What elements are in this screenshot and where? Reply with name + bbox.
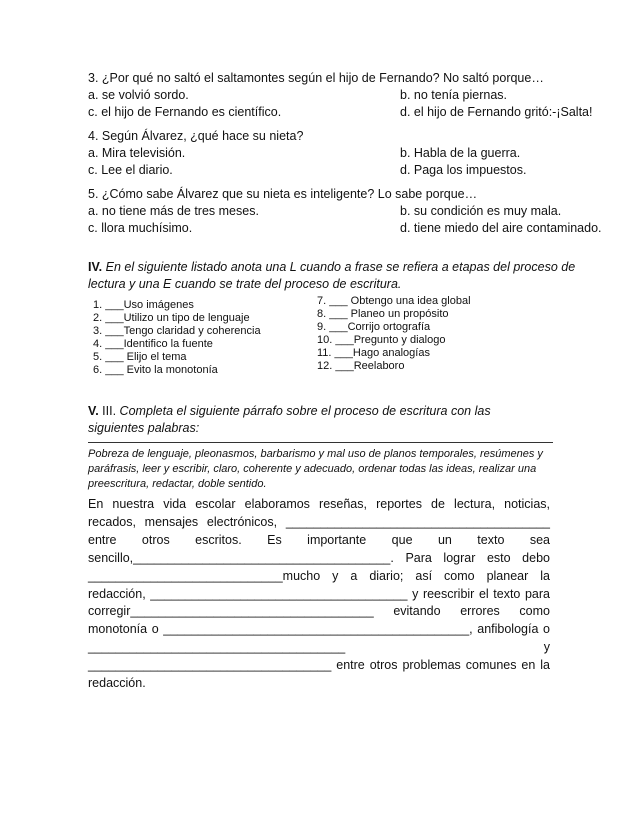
question-4 <box>88 128 527 179</box>
question-5 <box>88 186 602 237</box>
section-5-prefix: III. <box>102 404 117 418</box>
question-5-row-2 <box>88 220 602 237</box>
q4-option-a: a. Mira televisión. <box>88 146 186 160</box>
question-3-row-2 <box>88 104 593 121</box>
fill-in-paragraph: En nuestra vida escolar elaboramos reseñas, reportes de lectura, noticias, recados, mensajes electrónicos, ______________________________________ entre otros escritos. Es importante que un texto sea sencillo,_____________________________________. Para lograr esto debo ____________________________mucho y a diario; así como planear la redacción, _____________________________________ y reescribir el texto para corregir___________________________________ evitando errores como monotonía o ____________________________________________, anfibología o _____________________________________ y ___________________________________ entre otros problemas comunes en la redacción. <box>88 497 550 691</box>
list-item: 8. ___ Planeo un propósito <box>317 308 449 320</box>
list-item: 7. ___ Obtengo una idea global <box>317 295 471 307</box>
q5-option-c: c. llora muchísimo. <box>88 221 193 235</box>
question-3-text: 3. ¿Por qué no saltó el saltamontes según el hijo de Fernando? No saltó porque… <box>88 71 544 85</box>
list-item: 5. ___ Elijo el tema <box>93 351 187 363</box>
list-item: 1. ___Uso imágenes <box>93 299 194 311</box>
section-5-number: V. <box>88 404 99 418</box>
list-item: 10. ___Pregunto y dialogo <box>317 334 446 346</box>
q5-option-b: b. su condición es muy mala. <box>400 204 562 218</box>
list-item: 3. ___Tengo claridad y coherencia <box>93 325 261 337</box>
question-4-row-1 <box>88 145 521 162</box>
section-4-right-list <box>317 295 471 373</box>
list-item: 2. ___Utilizo un tipo de lenguaje <box>93 312 250 324</box>
q5-option-a: a. no tiene más de tres meses. <box>88 204 259 218</box>
word-bank: Pobreza de lenguaje, pleonasmos, barbarismo y mal uso de planos temporales, resúmenes y paráfrasis, leer y escribir, claro, coherente y adecuado, ordenar todas las ideas, realizar una preescritura, redactar, doble sentido. <box>88 442 553 492</box>
list-item: 12. ___Reelaboro <box>317 360 405 372</box>
q3-option-c: c. el hijo de Fernando es científico. <box>88 105 282 119</box>
section-4-left-list <box>93 299 261 377</box>
section-4-number: IV. <box>88 260 103 274</box>
q4-option-d: d. Paga los impuestos. <box>400 163 527 177</box>
q3-option-b: b. no tenía piernas. <box>400 88 508 102</box>
list-item: 11. ___Hago analogías <box>317 347 430 359</box>
question-3-row-1 <box>88 87 544 104</box>
q4-option-b: b. Habla de la guerra. <box>400 146 521 160</box>
q4-option-c: c. Lee el diario. <box>88 163 173 177</box>
section-5-instruction <box>88 403 528 437</box>
section-4-instruction <box>88 259 580 293</box>
list-item: 6. ___ Evito la monotonía <box>93 364 218 376</box>
question-4-text: 4. Según Álvarez, ¿qué hace su nieta? <box>88 129 304 143</box>
question-3 <box>88 70 593 121</box>
list-item: 4. ___Identifico la fuente <box>93 338 213 350</box>
question-5-row-1 <box>88 203 562 220</box>
q3-option-a: a. se volvió sordo. <box>88 88 189 102</box>
question-5-text: 5. ¿Cómo sabe Álvarez que su nieta es inteligente? Lo sabe porque… <box>88 187 478 201</box>
section-4-text: En el siguiente listado anota una L cuando a frase se refiera a etapas del proceso de lectura y una E cuando se trate del proceso de escritura. <box>88 260 576 291</box>
question-4-row-2 <box>88 162 527 179</box>
list-item: 9. ___Corrijo ortografía <box>317 321 431 333</box>
section-5-text: Completa el siguiente párrafo sobre el proceso de escritura con las siguientes palabras: <box>88 404 491 435</box>
q3-option-d: d. el hijo de Fernando gritó:-¡Salta! <box>400 105 593 119</box>
q5-option-d: d. tiene miedo del aire contaminado. <box>400 221 602 235</box>
